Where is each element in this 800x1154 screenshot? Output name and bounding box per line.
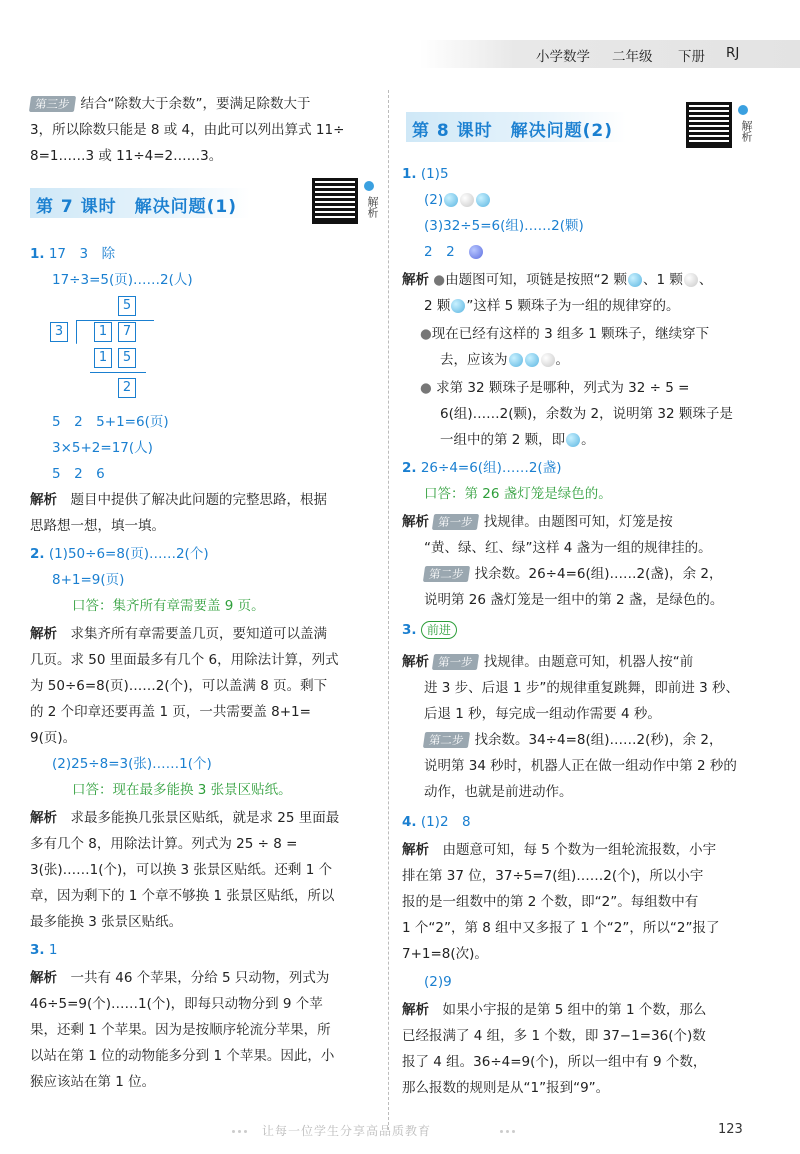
q2-a-line-1: 8+1=9(页)	[52, 572, 125, 588]
q3-answer: 1	[48, 942, 58, 958]
r-q1-a: (1)5	[420, 166, 449, 182]
r-q1-analysis-3-1: 6(组)……2(颗)，余数为 2，说明第 32 颗珠子是	[440, 406, 733, 422]
q1-analysis-0: 题目中提供了解决此问题的完整思路，根据	[70, 492, 327, 508]
r-q2-line: 26÷4=6(组)……2(盏)	[420, 460, 562, 476]
r-q4-a-analysis-2: 报的是一组数中的第 2 个数，即“2”。每组数中有	[402, 894, 699, 910]
q1-line-0: 5 2 5+1=6(页)	[52, 414, 169, 430]
step-badge: 第三步	[29, 96, 76, 112]
r-q1-c: (3)32÷5=6(组)……2(颗)	[424, 218, 584, 234]
bulb-icon: ●	[420, 326, 432, 342]
bulb-icon: ●	[433, 272, 446, 288]
lesson-8-title: 第 8 课时 解决问题(2)	[412, 121, 614, 141]
div-divisor: 3	[50, 322, 68, 342]
r-q2-s1-0: 找规律。由题图可知，灯笼是按	[483, 514, 673, 530]
bulb-icon: ●	[420, 380, 432, 396]
header-grade: 二年级	[612, 49, 653, 65]
r-q1-analysis-2-0: 现在已经有这样的 3 组多 1 颗珠子，继续穿下	[431, 326, 710, 342]
step-badge: 第二步	[423, 732, 470, 748]
q2-b-analysis-1: 多有几个 8，用除法计算。列式为 25 ÷ 8 =	[30, 836, 298, 852]
q1-line-1: 3×5+2=17(人)	[52, 440, 153, 456]
q3-analysis-3: 以站在第 1 位的动物能多分到 1 个苹果。因此，小	[30, 1048, 335, 1064]
play-icon[interactable]	[738, 105, 748, 115]
bead-icon	[469, 245, 483, 259]
div-remainder: 2	[118, 378, 136, 398]
long-division	[50, 296, 170, 406]
r-q2-answer: 口答：第 26 盏灯笼是绿色的。	[424, 486, 612, 502]
q3-number: 3.	[30, 942, 45, 958]
q2-a-line-0: (1)50÷6=8(页)……2(个)	[48, 546, 209, 562]
intro-line-0: 结合“除数大于余数”，要满足除数大于	[80, 96, 311, 112]
q3-analysis-0: 一共有 46 个苹果，分给 5 只动物，列式为	[70, 970, 330, 986]
jiexi-label: 解析	[402, 842, 429, 858]
r-q2-s1-1: “黄、绿、红、绿”这样 4 盏为一组的规律挂的。	[424, 540, 712, 556]
r-q1-number: 1.	[402, 166, 417, 182]
r-q4-b: (2)9	[424, 974, 452, 990]
qr-label: 解析	[740, 120, 753, 142]
header-edition: RJ	[726, 45, 740, 61]
r-q2-number: 2.	[402, 460, 417, 476]
bead-icon	[509, 353, 523, 367]
lesson-8-title-band	[406, 112, 626, 142]
r-q4-a: (1)2 8	[420, 814, 471, 830]
q1-analysis-1: 思路想一想，填一填。	[30, 518, 165, 534]
step-badge: 第二步	[423, 566, 470, 582]
q2-b-answer: 口答：现在最多能换 3 张景区贴纸。	[72, 782, 292, 798]
lesson-7-title-band	[30, 188, 250, 218]
r-q2-s2-0: 找余数。26÷4=6(组)……2(盏)，余 2，	[474, 566, 723, 582]
q2-b-analysis-3: 章，因为剩下的 1 个章不够换 1 张景区贴纸，所以	[30, 888, 335, 904]
q1-number: 1.	[30, 246, 45, 262]
div-product-1: 1	[94, 348, 112, 368]
r-q1-analysis-part: 由题图可知，项链是按照“2 颗	[445, 272, 627, 288]
qr-label: 解析	[366, 196, 379, 218]
r-q1-analysis-part: 2 颗	[424, 298, 451, 314]
bead-icon	[684, 273, 698, 287]
r-q1-analysis-2-1: 去，应该为	[440, 352, 508, 368]
r-q2-s2-1: 说明第 26 盏灯笼是一组中的第 2 盏，是绿色的。	[424, 592, 724, 608]
jiexi-label: 解析	[402, 654, 429, 670]
r-q1-analysis-part: 、1 颗	[642, 272, 683, 288]
lesson-7-title: 第 7 课时 解决问题(1)	[36, 197, 238, 217]
r-q3-answer: 前进	[421, 621, 457, 639]
q2-a-analysis-4: 9(页)。	[30, 730, 77, 746]
r-q1-b: (2)	[424, 192, 444, 208]
bead-icon	[541, 353, 555, 367]
header-term: 下册	[678, 49, 705, 65]
r-q3-number: 3.	[402, 622, 417, 638]
jiexi-label: 解析	[30, 626, 57, 642]
q2-a-analysis-1: 几页。求 50 里面最多有几个 6，用除法计算，列式	[30, 652, 339, 668]
q1-formula: 17÷3=5(页)……2(人)	[52, 272, 193, 288]
r-q3-s1-1: 进 3 步、后退 1 步”的规律重复跳舞，即前进 3 秒、	[424, 680, 740, 696]
step-badge: 第一步	[432, 514, 479, 530]
q2-a-analysis-0: 求集齐所有章需要盖几页，要知道可以盖满	[70, 626, 327, 642]
r-q1-analysis-3-2: 一组中的第 2 颗，即	[440, 432, 566, 448]
bead-icon	[460, 193, 474, 207]
div-product-2: 5	[118, 348, 136, 368]
r-q3-s2-1: 说明第 34 秒时，机器人正在做一组动作中第 2 秒的	[424, 758, 737, 774]
jiexi-label: 解析	[30, 492, 57, 508]
r-q4-a-analysis-1: 排在第 37 位，37÷5=7(组)……2(个)，所以小宇	[402, 868, 704, 884]
q2-a-answer: 口答：集齐所有章需要盖 9 页。	[72, 598, 265, 614]
r-q4-b-analysis-3: 那么报数的规则是从“1”报到“9”。	[402, 1080, 610, 1096]
r-q1-analysis-part: 、	[698, 272, 713, 288]
jiexi-label: 解析	[402, 1002, 429, 1018]
jiexi-label: 解析	[30, 970, 57, 986]
r-q4-b-analysis-0: 如果小宇报的是第 5 组中的第 1 个数，那么	[442, 1002, 707, 1018]
r-q4-a-analysis-4: 7+1=8(次)。	[402, 946, 488, 962]
q1-answer: 17 3 除	[48, 246, 116, 262]
r-q1-d: 2 2	[424, 244, 455, 260]
header-band	[420, 40, 800, 68]
q3-analysis-2: 果，还剩 1 个苹果。因为是按顺序轮流分苹果，所	[30, 1022, 331, 1038]
q2-a-analysis-2: 为 50÷6=8(页)……2(个)，可以盖满 8 页。剩下	[30, 678, 328, 694]
r-q4-b-analysis-1: 已经报满了 4 组，多 1 个数，即 37−1=36(个)数	[402, 1028, 706, 1044]
header-subject: 小学数学	[536, 49, 590, 65]
qr-code-icon[interactable]	[312, 178, 358, 224]
r-q1-analysis-3-0: 求第 32 颗珠子是哪种，列式为 32 ÷ 5 =	[436, 380, 690, 396]
intro-line-2: 8=1……3 或 11÷4=2……3。	[30, 148, 223, 164]
r-q4-a-analysis-3: 1 个“2”，第 8 组中又多报了 1 个“2”，所以“2”报了	[402, 920, 720, 936]
q2-b-analysis-2: 3(张)……1(个)，可以换 3 张景区贴纸。还剩 1 个	[30, 862, 333, 878]
r-q4-a-analysis-0: 由题意可知，每 5 个数为一组轮流报数，小宇	[442, 842, 717, 858]
q1-line-2: 5 2 6	[52, 466, 105, 482]
bead-icon	[525, 353, 539, 367]
q2-b-analysis-4: 最多能换 3 张景区贴纸。	[30, 914, 183, 930]
step-badge: 第一步	[432, 654, 479, 670]
r-q3-s2-0: 找余数。34÷4=8(组)……2(秒)，余 2，	[474, 732, 723, 748]
bead-icon	[476, 193, 490, 207]
bead-icon	[444, 193, 458, 207]
q3-analysis-1: 46÷5=9(个)……1(个)，即每只动物分到 9 个苹	[30, 996, 323, 1012]
jiexi-label: 解析	[402, 272, 429, 288]
r-q1-analysis-part: ”这样 5 颗珠子为一组的规律穿的。	[466, 298, 680, 314]
footer-slogan: 让每一位学生分享高品质教育	[262, 1124, 432, 1138]
q2-b-analysis-0: 求最多能换几张景区贴纸，就是求 25 里面最	[70, 810, 340, 826]
q2-b-line: (2)25÷8=3(张)……1(个)	[52, 756, 212, 772]
r-q3-s1-2: 后退 1 秒，每完成一组动作需要 4 秒。	[424, 706, 661, 722]
jiexi-label: 解析	[30, 810, 57, 826]
bead-icon	[566, 433, 580, 447]
intro-line-1: 3，所以除数只能是 8 或 4，由此可以列出算式 11÷	[30, 122, 345, 138]
page-number: 123	[718, 1122, 743, 1137]
q2-a-analysis-3: 的 2 个印章还要再盖 1 页，一共需要盖 8+1=	[30, 704, 311, 720]
div-dividend-1: 1	[94, 322, 112, 342]
r-q3-s1-0: 找规律。由题意可知，机器人按“前	[483, 654, 694, 670]
jiexi-label: 解析	[402, 514, 429, 530]
r-q4-number: 4.	[402, 814, 417, 830]
r-q3-s2-2: 动作，也就是前进动作。	[424, 784, 573, 800]
qr-code-icon[interactable]	[686, 102, 732, 148]
play-icon[interactable]	[364, 181, 374, 191]
q2-number: 2.	[30, 546, 45, 562]
div-quotient: 5	[118, 296, 136, 316]
bead-icon	[628, 273, 642, 287]
bead-icon	[451, 299, 465, 313]
q3-analysis-4: 猴应该站在第 1 位。	[30, 1074, 156, 1090]
div-dividend-2: 7	[118, 322, 136, 342]
r-q4-b-analysis-2: 报了 4 组。36÷4=9(个)，所以一组中有 9 个数，	[402, 1054, 707, 1070]
column-divider	[388, 90, 389, 1130]
